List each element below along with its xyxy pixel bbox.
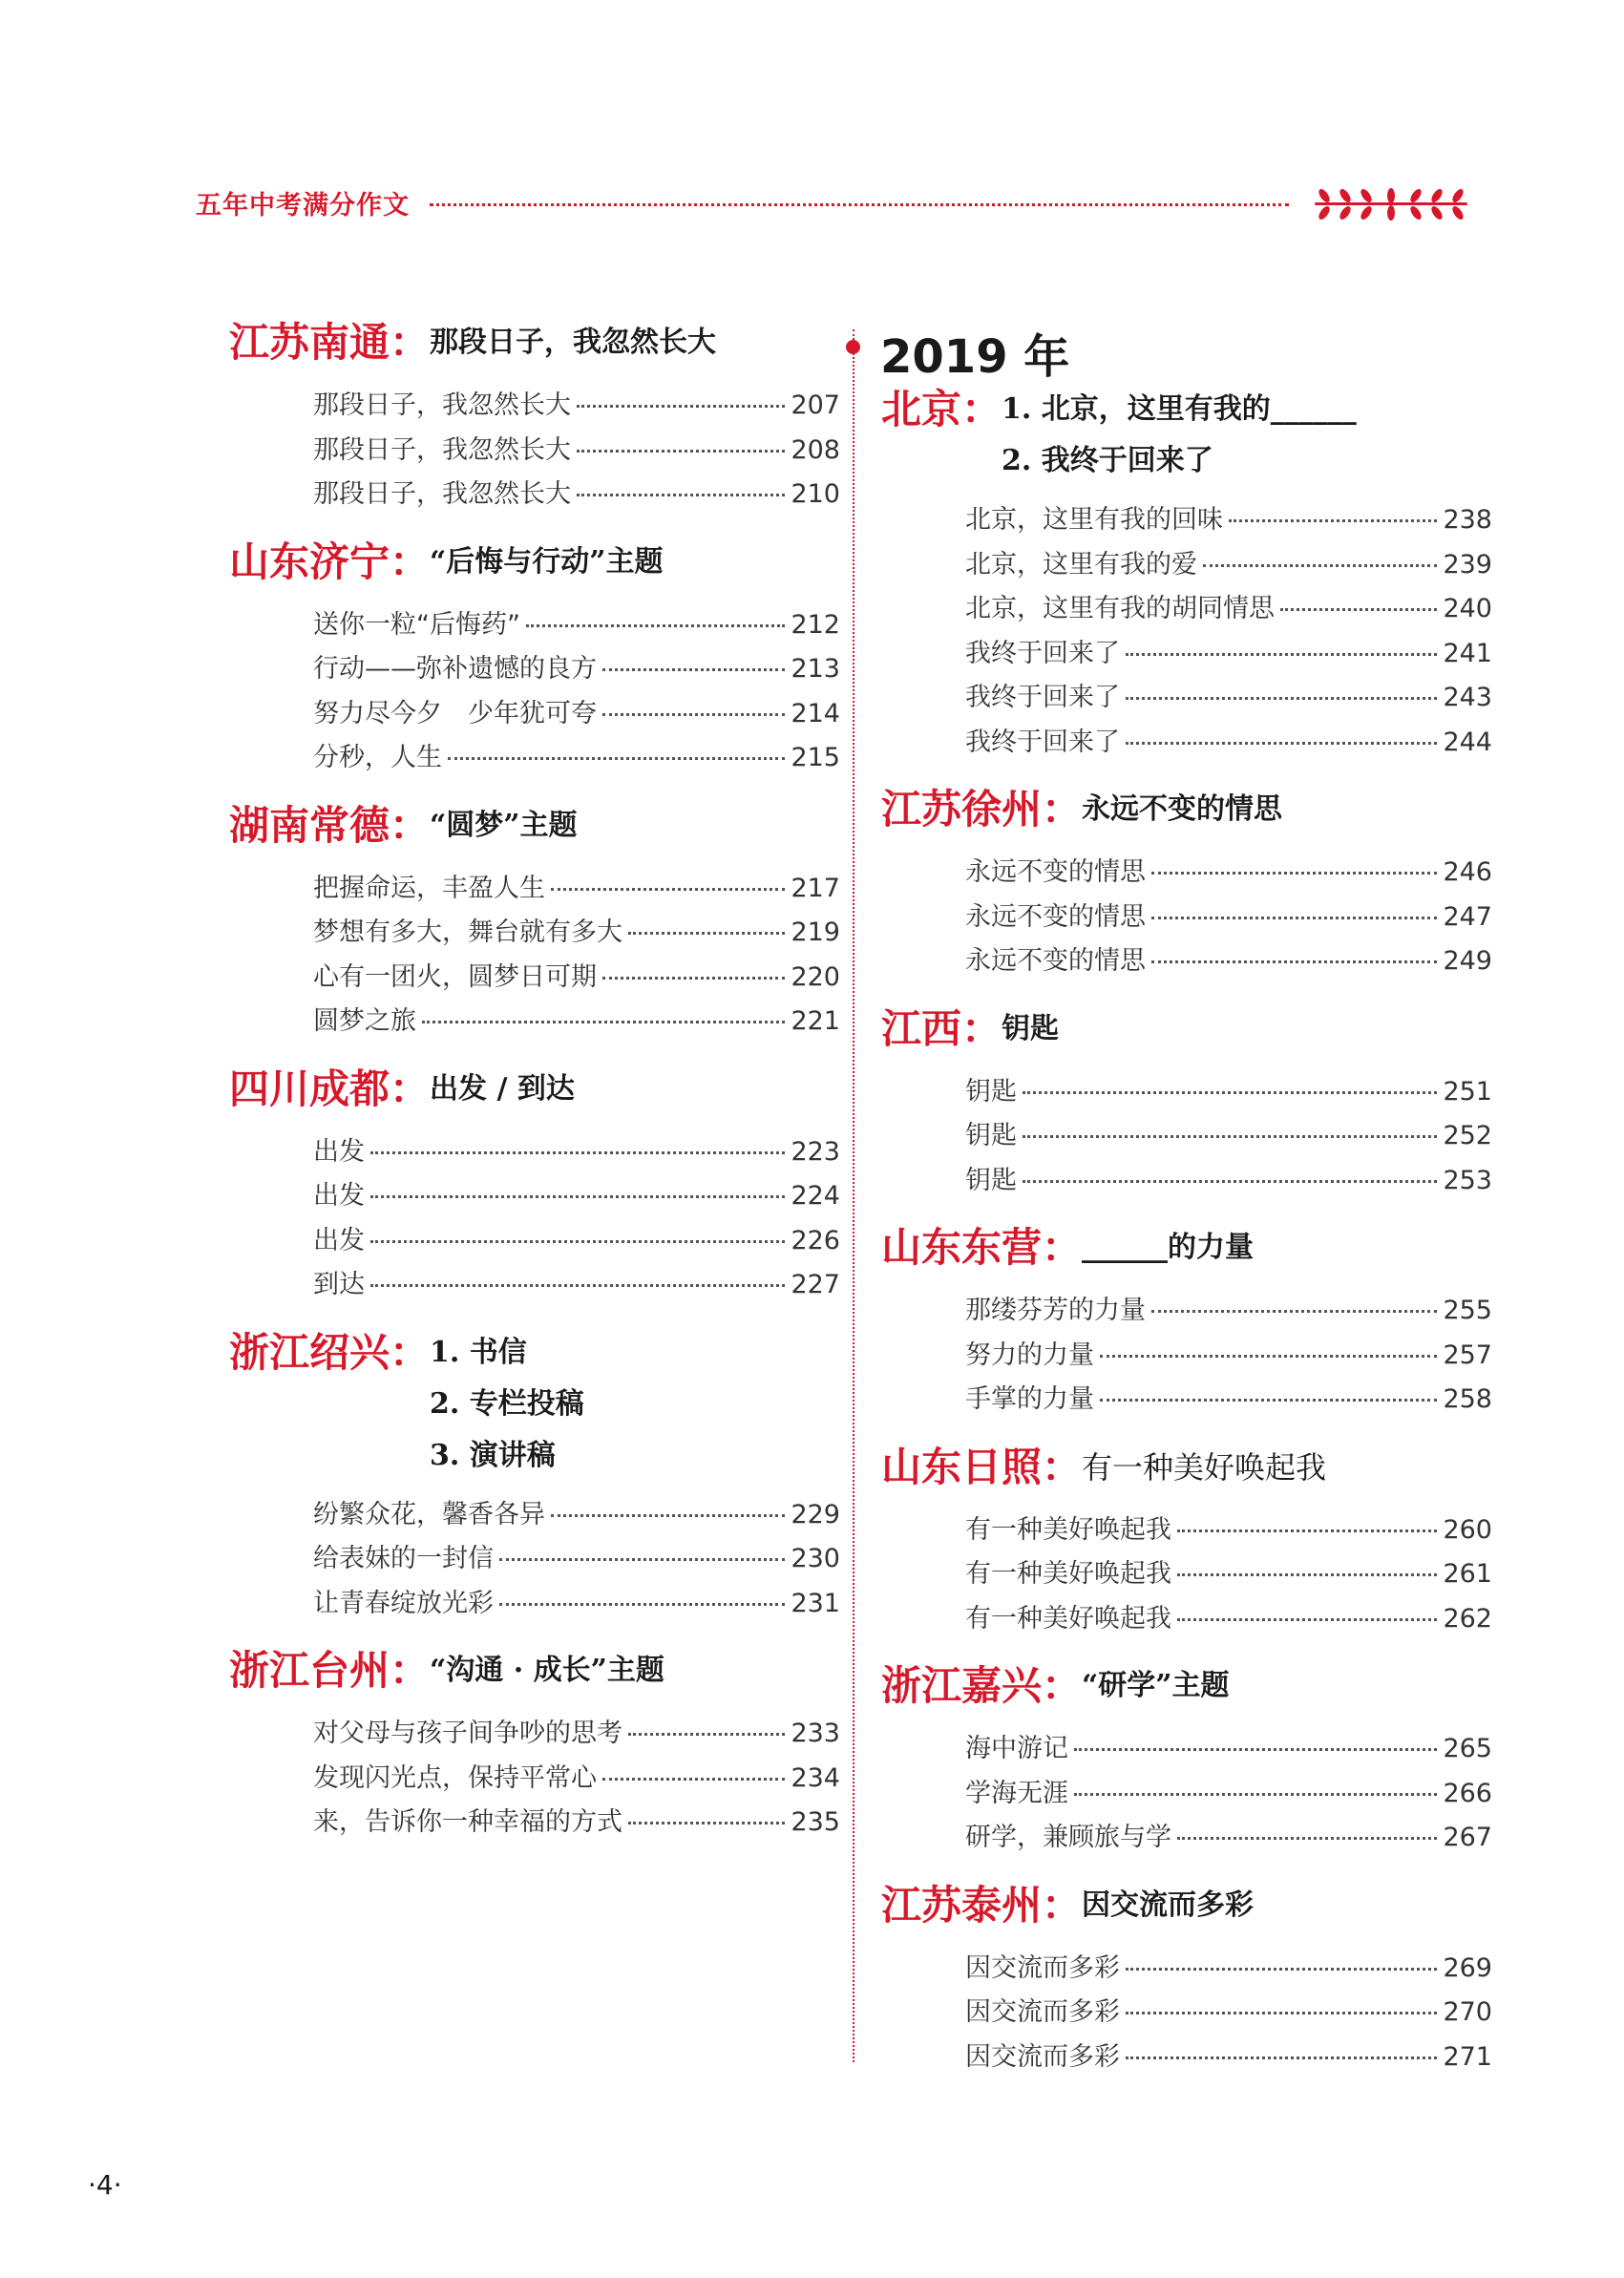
dot-leader — [1177, 1573, 1437, 1576]
dot-leader — [1126, 2057, 1437, 2059]
toc-entry[interactable] — [965, 1114, 1492, 1159]
entry-title: 永远不变的情思 — [965, 857, 1146, 887]
dot-leader — [602, 1778, 785, 1781]
section-heading — [229, 535, 840, 590]
entry-title: 钥匙 — [965, 1165, 1017, 1195]
entry-title: 研学，兼顾旅与学 — [965, 1823, 1171, 1852]
toc-section — [881, 1220, 1492, 1423]
toc-entry[interactable] — [965, 1772, 1492, 1817]
toc-entry[interactable] — [313, 1219, 840, 1264]
toc-entry[interactable] — [965, 939, 1492, 984]
entry-title: 我终于回来了 — [965, 727, 1120, 757]
toc-entry[interactable] — [313, 1263, 840, 1308]
toc-section — [881, 1002, 1492, 1204]
toc-section — [229, 535, 840, 781]
topic-label: “研学”主题 — [1082, 1669, 1230, 1702]
entry-title: 北京，这里有我的回味 — [965, 505, 1223, 535]
entry-title: 手掌的力量 — [965, 1384, 1094, 1414]
toc-section — [229, 798, 840, 1044]
entry-page-number: 244 — [1443, 727, 1492, 757]
entry-page-number: 208 — [791, 434, 840, 465]
dot-leader — [628, 1733, 785, 1736]
topic-label: “后悔与行动”主题 — [430, 544, 664, 579]
toc-entry[interactable] — [313, 692, 840, 737]
toc-entry[interactable] — [965, 1597, 1492, 1642]
topic-list — [430, 535, 664, 586]
dot-leader — [1023, 1091, 1437, 1094]
dot-leader — [602, 977, 785, 980]
entry-page-number: 235 — [791, 1807, 840, 1837]
entry-page-number: 270 — [1443, 1997, 1492, 2027]
section-heading — [881, 1878, 1492, 1933]
toc-entry[interactable] — [965, 1552, 1492, 1597]
entry-title: 那段日子，我忽然长大 — [313, 434, 571, 465]
dot-leader — [370, 1240, 785, 1243]
topic-label: 1. 书信 — [430, 1335, 527, 1369]
topic-list — [1002, 1002, 1059, 1053]
entry-title: 我终于回来了 — [965, 638, 1120, 668]
section-heading — [881, 1440, 1492, 1495]
entry-page-number: 215 — [791, 743, 840, 772]
entry-page-number: 219 — [791, 918, 840, 947]
toc-section — [229, 1325, 840, 1627]
toc-entry[interactable] — [965, 632, 1492, 677]
entry-page-number: 230 — [791, 1544, 840, 1573]
toc-entry[interactable] — [965, 587, 1492, 632]
entry-page-number: 247 — [1443, 901, 1492, 932]
toc-entry[interactable] — [965, 721, 1492, 766]
region-label: 北京： — [881, 386, 1002, 432]
dot-leader — [1126, 742, 1437, 745]
entry-page-number: 234 — [791, 1762, 840, 1793]
entry-title: 我终于回来了 — [965, 683, 1120, 712]
dot-leader — [628, 932, 785, 935]
section-heading — [229, 1643, 840, 1698]
entry-title: 发现闪光点，保持平常心 — [313, 1762, 597, 1793]
dot-leader — [1126, 2012, 1437, 2014]
entry-page-number: 223 — [791, 1136, 840, 1167]
toc-entry[interactable] — [965, 1378, 1492, 1423]
entry-page-number: 213 — [791, 654, 840, 684]
entry-page-number: 238 — [1443, 505, 1492, 535]
dot-leader — [1177, 1837, 1437, 1840]
entry-page-number: 226 — [791, 1225, 840, 1255]
toc-entry[interactable] — [313, 1801, 840, 1846]
entry-page-number: 246 — [1443, 857, 1492, 887]
topic-label: 出发 / 到达 — [430, 1071, 575, 1106]
entry-page-number: 252 — [1443, 1121, 1492, 1150]
region-label: 山东日照： — [881, 1443, 1083, 1490]
entry-title: 有一种美好唤起我 — [965, 1514, 1171, 1545]
dot-leader — [628, 1822, 785, 1825]
entry-page-number: 260 — [1443, 1514, 1492, 1545]
entry-page-number: 261 — [1443, 1559, 1492, 1589]
dot-leader — [602, 713, 785, 716]
dot-leader — [370, 1284, 785, 1287]
entry-page-number: 221 — [791, 1006, 840, 1036]
entry-page-number: 258 — [1443, 1384, 1492, 1414]
topic-list — [430, 1643, 664, 1695]
region-label: 浙江台州： — [229, 1647, 431, 1694]
entry-page-number: 207 — [791, 390, 840, 420]
topic-label: 3. 演讲稿 — [430, 1438, 556, 1472]
dot-leader — [1280, 608, 1437, 611]
entry-page-number: 257 — [1443, 1339, 1492, 1370]
dot-leader — [499, 1558, 785, 1561]
entry-title: 努力的力量 — [965, 1339, 1094, 1370]
toc-section — [881, 782, 1492, 984]
dot-leader — [1100, 1355, 1437, 1358]
entry-title: 梦想有多大，舞台就有多大 — [313, 918, 622, 947]
entry-title: 到达 — [313, 1270, 365, 1299]
entry-title: 有一种美好唤起我 — [965, 1603, 1171, 1634]
dot-leader — [422, 1021, 785, 1023]
entry-page-number: 266 — [1443, 1778, 1492, 1808]
toc-entry[interactable] — [965, 1947, 1492, 1992]
entry-page-number: 233 — [791, 1719, 840, 1748]
dot-leader — [1177, 1529, 1437, 1532]
topic-list — [430, 1062, 575, 1113]
dot-leader — [577, 494, 785, 496]
dot-leader — [1151, 960, 1437, 963]
toc-section — [229, 1062, 840, 1308]
header-dotted-rule — [430, 203, 1289, 206]
entry-page-number: 220 — [791, 961, 840, 992]
dot-leader — [577, 450, 785, 453]
topic-label: 2. 专栏投稿 — [430, 1386, 584, 1421]
dot-leader — [370, 1195, 785, 1198]
entry-page-number: 240 — [1443, 594, 1492, 623]
entry-page-number: 269 — [1443, 1952, 1492, 1983]
toc-entry[interactable] — [313, 956, 840, 1001]
toc-entry[interactable] — [313, 867, 840, 912]
toc-entry[interactable] — [313, 1130, 840, 1175]
entry-page-number: 217 — [791, 873, 840, 903]
entry-title: 分秒，人生 — [313, 743, 442, 772]
region-label: 江西： — [881, 1004, 1002, 1052]
entry-title: 对父母与孩子间争吵的思考 — [313, 1719, 622, 1748]
toc-entry[interactable] — [965, 1159, 1492, 1204]
region-label: 浙江绍兴： — [229, 1328, 431, 1376]
topic-list — [1082, 1220, 1254, 1272]
section-heading — [881, 1220, 1492, 1276]
dot-leader — [1203, 564, 1437, 567]
topic-label: “圆梦”主题 — [430, 808, 578, 842]
entry-page-number: 249 — [1443, 946, 1492, 976]
region-label: 江苏泰州： — [881, 1881, 1083, 1929]
toc-entry[interactable] — [313, 473, 840, 517]
region-label: 山东济宁： — [229, 538, 431, 585]
entry-title: 纷繁众花，馨香各异 — [313, 1499, 545, 1529]
entry-page-number: 212 — [791, 609, 840, 640]
topic-list — [1082, 1658, 1230, 1710]
toc-entry[interactable] — [965, 1070, 1492, 1115]
region-label: 江苏南通： — [229, 319, 431, 366]
region-label: 四川成都： — [229, 1065, 431, 1112]
toc-entry[interactable] — [313, 1582, 840, 1627]
dot-leader — [1229, 519, 1437, 522]
entry-title: 把握命运，丰盈人生 — [313, 873, 545, 903]
entry-title: 行动——弥补遗憾的良方 — [313, 654, 597, 684]
entry-page-number: 227 — [791, 1270, 840, 1299]
dot-leader — [1074, 1748, 1437, 1751]
dot-leader — [1023, 1135, 1437, 1138]
dot-leader — [1074, 1793, 1437, 1796]
topic-label: 1. 北京，这里有我的______ — [1002, 392, 1357, 426]
topic-list — [1082, 1440, 1326, 1491]
toc-entry[interactable] — [965, 1727, 1492, 1772]
toc-section — [881, 382, 1492, 765]
toc-entry[interactable] — [313, 647, 840, 692]
dot-leader — [1151, 872, 1437, 875]
running-header-title: 五年中考满分作文 — [196, 191, 410, 221]
year-bullet-icon — [846, 340, 860, 354]
entry-page-number: 241 — [1443, 638, 1492, 668]
toc-right-column — [881, 382, 1492, 2097]
dot-leader — [448, 757, 785, 760]
section-heading — [229, 315, 840, 370]
entry-page-number: 253 — [1443, 1165, 1492, 1195]
entry-page-number: 265 — [1443, 1734, 1492, 1763]
topic-label: 钥匙 — [1002, 1011, 1060, 1045]
entry-title: 北京，这里有我的爱 — [965, 549, 1197, 580]
dot-leader — [370, 1151, 785, 1154]
toc-section — [881, 1440, 1492, 1642]
region-label: 江苏徐州： — [881, 786, 1083, 833]
year-heading: 2019 年 — [880, 330, 1070, 384]
entry-page-number: 224 — [791, 1181, 840, 1211]
entry-title: 出发 — [313, 1181, 365, 1211]
topic-label: 有一种美好唤起我 — [1082, 1448, 1327, 1486]
toc-entry[interactable] — [965, 1289, 1492, 1334]
region-label: 浙江嘉兴： — [881, 1662, 1083, 1709]
entry-title: 出发 — [313, 1225, 365, 1255]
entry-page-number: 210 — [791, 479, 840, 509]
section-heading — [881, 382, 1492, 485]
section-heading — [881, 782, 1492, 837]
toc-section — [229, 1643, 840, 1846]
page-number: ·4· — [88, 2169, 122, 2201]
toc-entry[interactable] — [965, 1508, 1492, 1553]
topic-label: “沟通 · 成长”主题 — [430, 1654, 664, 1687]
entry-title: 努力尽今夕 少年犹可夸 — [313, 698, 597, 728]
entry-title: 让青春绽放光彩 — [313, 1588, 494, 1618]
entry-title: 永远不变的情思 — [965, 946, 1146, 976]
toc-entry[interactable] — [313, 429, 840, 474]
entry-title: 钥匙 — [965, 1076, 1017, 1107]
entry-title: 那缕芬芳的力量 — [965, 1296, 1146, 1325]
toc-entry[interactable] — [313, 1537, 840, 1582]
toc-entry[interactable] — [965, 676, 1492, 721]
toc-entry[interactable] — [313, 1712, 840, 1757]
toc-entry[interactable] — [965, 1991, 1492, 2035]
topic-label: 2. 我终于回来了 — [1002, 444, 1213, 477]
section-heading — [229, 1062, 840, 1117]
dot-leader — [1151, 1310, 1437, 1313]
section-heading — [229, 798, 840, 854]
section-heading — [881, 1002, 1492, 1057]
topic-list — [1082, 782, 1282, 833]
entry-title: 钥匙 — [965, 1121, 1017, 1150]
section-heading — [229, 1325, 840, 1480]
toc-entry[interactable] — [965, 1334, 1492, 1379]
topic-label: 那段日子，我忽然长大 — [430, 326, 717, 359]
entry-title: 心有一团火，圆梦日可期 — [313, 961, 597, 992]
dot-leader — [1177, 1618, 1437, 1621]
entry-title: 学海无涯 — [965, 1778, 1068, 1808]
section-heading — [881, 1658, 1492, 1714]
toc-left-column — [229, 315, 840, 1863]
toc-entry[interactable] — [965, 1816, 1492, 1861]
toc-entry[interactable] — [313, 1757, 840, 1802]
entry-title: 有一种美好唤起我 — [965, 1559, 1171, 1589]
entry-title: 给表妹的一封信 — [313, 1544, 494, 1573]
entry-page-number: 251 — [1443, 1076, 1492, 1107]
entry-page-number: 267 — [1443, 1823, 1492, 1852]
toc-section — [881, 1658, 1492, 1861]
entry-title: 圆梦之旅 — [313, 1006, 416, 1036]
region-label: 湖南常德： — [229, 801, 431, 849]
toc-entry[interactable] — [313, 603, 840, 648]
topic-label: 永远不变的情思 — [1082, 792, 1283, 826]
toc-entry[interactable] — [965, 543, 1492, 588]
toc-entry[interactable] — [965, 851, 1492, 896]
entry-title: 海中游记 — [965, 1734, 1068, 1763]
toc-entry[interactable] — [313, 911, 840, 956]
entry-title: 来，告诉你一种幸福的方式 — [313, 1807, 622, 1837]
dot-leader — [1126, 697, 1437, 700]
dot-leader — [1126, 653, 1437, 656]
toc-section — [881, 1878, 1492, 2080]
topic-list — [1002, 382, 1357, 485]
topic-list — [430, 1325, 584, 1480]
region-label: 山东东营： — [881, 1224, 1083, 1271]
entry-page-number: 271 — [1443, 2041, 1492, 2072]
toc-entry[interactable] — [313, 1000, 840, 1044]
topic-list — [430, 315, 716, 367]
topic-label: ______的力量 — [1082, 1231, 1255, 1264]
toc-entry[interactable] — [313, 384, 840, 429]
entry-title: 那段日子，我忽然长大 — [313, 390, 571, 420]
topic-list — [430, 798, 578, 850]
toc-entry[interactable] — [313, 1174, 840, 1219]
entry-title: 那段日子，我忽然长大 — [313, 479, 571, 509]
laurel-ornament-icon — [1313, 187, 1470, 221]
toc-entry[interactable] — [965, 498, 1492, 543]
entry-title: 北京，这里有我的胡同情思 — [965, 594, 1275, 623]
dot-leader — [526, 624, 785, 627]
dot-leader — [602, 668, 785, 671]
toc-entry[interactable] — [965, 2035, 1492, 2080]
entry-title: 送你一粒“后悔药” — [313, 609, 520, 640]
entry-page-number: 231 — [791, 1588, 840, 1618]
entry-title: 永远不变的情思 — [965, 901, 1146, 932]
entry-page-number: 214 — [791, 698, 840, 728]
entry-title: 因交流而多彩 — [965, 2041, 1120, 2072]
dot-leader — [551, 1514, 785, 1517]
toc-entry[interactable] — [313, 1493, 840, 1538]
dot-leader — [1100, 1399, 1437, 1402]
toc-entry[interactable] — [965, 896, 1492, 940]
dot-leader — [551, 888, 785, 891]
entry-title: 因交流而多彩 — [965, 1952, 1120, 1983]
dot-leader — [1023, 1180, 1437, 1183]
topic-label: 因交流而多彩 — [1082, 1888, 1255, 1922]
entry-title: 出发 — [313, 1136, 365, 1167]
dot-leader — [1151, 917, 1437, 919]
entry-page-number: 255 — [1443, 1296, 1492, 1325]
dot-leader — [499, 1603, 785, 1606]
entry-page-number: 243 — [1443, 683, 1492, 712]
topic-list — [1082, 1878, 1254, 1930]
entry-page-number: 239 — [1443, 549, 1492, 580]
dot-leader — [1126, 1968, 1437, 1971]
entry-page-number: 229 — [791, 1499, 840, 1529]
entry-page-number: 262 — [1443, 1603, 1492, 1634]
toc-section — [229, 315, 840, 517]
entry-title: 因交流而多彩 — [965, 1997, 1120, 2027]
column-divider — [853, 329, 854, 2062]
dot-leader — [577, 405, 785, 408]
toc-entry[interactable] — [313, 736, 840, 781]
